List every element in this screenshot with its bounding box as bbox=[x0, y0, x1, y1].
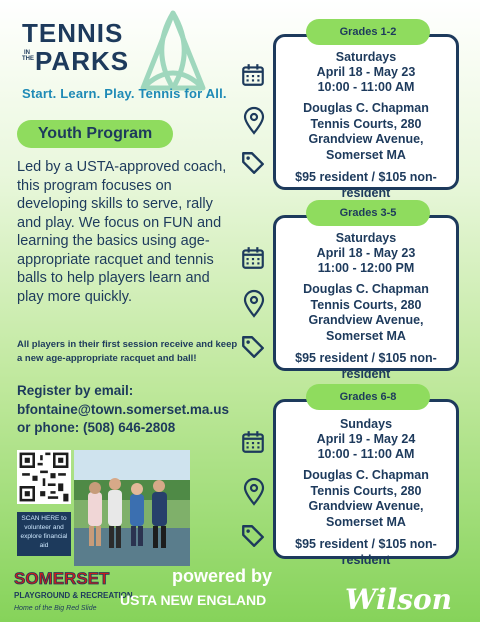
somerset-logo-sub: PLAYGROUND & RECREATION bbox=[14, 591, 133, 600]
wilson-logo: Wilson bbox=[345, 583, 453, 616]
somerset-logo bbox=[10, 566, 133, 623]
location-pin-icon bbox=[242, 290, 266, 318]
session-dates: April 18 - May 23 bbox=[316, 246, 416, 260]
logo-parks: PARKS bbox=[35, 46, 130, 76]
session-dates: April 18 - May 23 bbox=[316, 65, 416, 79]
location-pin-icon bbox=[242, 107, 266, 135]
qr-caption: SCAN HERE to volunteer and explore financial aid bbox=[17, 512, 71, 556]
tagline: Start. Learn. Play. Tennis for All. bbox=[22, 86, 227, 101]
session-day: Sundays bbox=[339, 417, 393, 431]
session-location: Douglas C. Chapman Tennis Courts, 280 Grandview Avenue, Somerset MA bbox=[303, 282, 429, 343]
session-location: Douglas C. Chapman Tennis Courts, 280 Grandview Avenue, Somerset MA bbox=[303, 468, 429, 529]
register-label: Register by email: bbox=[17, 383, 134, 398]
grade-label-2: Grades 3-5 bbox=[306, 200, 430, 226]
price-tag-icon bbox=[240, 523, 266, 549]
somerset-logo-motto: Home of the Big Red Slide bbox=[14, 605, 97, 612]
session-card-1 bbox=[273, 34, 459, 200]
session-time: 10:00 - 11:00 AM bbox=[317, 447, 415, 461]
session-card-2 bbox=[273, 215, 459, 381]
calendar-icon bbox=[240, 429, 266, 455]
price-tag-icon bbox=[240, 150, 266, 176]
logo-in-the: IN THE bbox=[22, 50, 34, 62]
session-dates: April 19 - May 24 bbox=[316, 432, 416, 446]
session-time: 11:00 - 12:00 PM bbox=[317, 261, 415, 275]
usta-logo: USTA NEW ENGLAND bbox=[120, 592, 267, 608]
session-price: $95 resident / $105 non-resident bbox=[295, 537, 437, 567]
powered-by: powered by bbox=[172, 566, 273, 586]
session-location: Douglas C. Chapman Tennis Courts, 280 Grandview Avenue, Somerset MA bbox=[303, 101, 429, 162]
program-description: Led by a USTA-approved coach, this program focuses on developing skills to serve, rally and play. We focus on FUN and learning the basics using age-appropriate racquet and tennis balls to help players learn and play more quickly. bbox=[17, 159, 227, 305]
program-note: All players in their first session receive and keep a new age-appropriate racquet and ball! bbox=[17, 339, 238, 364]
price-tag-icon bbox=[240, 334, 266, 360]
program-label: Youth Program bbox=[17, 120, 173, 148]
players-photo bbox=[74, 450, 190, 566]
session-time: 10:00 - 11:00 AM bbox=[317, 80, 415, 94]
register-phone[interactable]: or phone: (508) 646-2808 bbox=[17, 420, 176, 435]
calendar-icon bbox=[240, 245, 266, 271]
session-day: Saturdays bbox=[335, 50, 397, 64]
register-email[interactable]: bfontaine@town.somerset.ma.us bbox=[17, 401, 229, 417]
grade-label-1: Grades 1-2 bbox=[306, 19, 430, 45]
calendar-icon bbox=[240, 62, 266, 88]
session-card-3 bbox=[273, 399, 459, 567]
session-price: $95 resident / $105 non-resident bbox=[295, 351, 437, 381]
somerset-logo-name: SOMERSET bbox=[14, 569, 110, 588]
qr-code[interactable] bbox=[17, 450, 71, 504]
register-info bbox=[17, 382, 247, 438]
session-price: $95 resident / $105 non-resident bbox=[295, 170, 437, 200]
session-day: Saturdays bbox=[335, 231, 397, 245]
leaf-logo-icon bbox=[118, 8, 228, 98]
logo-tennis: TENNIS bbox=[22, 18, 124, 48]
grade-label-3: Grades 6-8 bbox=[306, 384, 430, 410]
location-pin-icon bbox=[242, 478, 266, 506]
